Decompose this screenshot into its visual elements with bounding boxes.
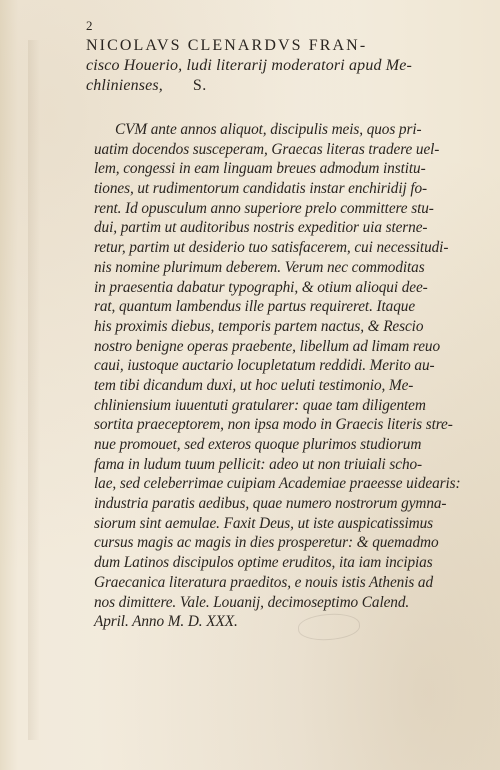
text-line: rat, quantum lambendus ille partus requireret. Itaque bbox=[94, 298, 416, 316]
text-line: nostro benigne operas praebente, libellum ad limam reuo bbox=[94, 337, 440, 355]
text-line: cursus magis ac magis in dies prosperetur: & quemadmo bbox=[94, 534, 439, 552]
letter-body bbox=[94, 120, 464, 632]
text-line: sortita praeceptorem, non ipsa modo in Graecis literis stre- bbox=[94, 416, 453, 434]
text-line: tiones, ut rudimentorum candidatis instar enchiridij fo- bbox=[94, 180, 428, 198]
text-line: chliniensium iuuentuti gratularer: quae tam diligentem bbox=[94, 396, 426, 414]
salutation-mark: S. bbox=[192, 77, 207, 94]
text-line: retur, partim ut desiderio tuo satisfacerem, cui necessitudi- bbox=[94, 239, 449, 257]
text-line: uatim docendos susceperam, Graecas literas tradere uel- bbox=[94, 140, 440, 158]
heading-line-2: cisco Houerio, ludi literarij moderatori apud Me- bbox=[86, 57, 412, 74]
text-line: fama in ludum tuum pellicit: adeo ut non triuiali scho- bbox=[94, 455, 423, 473]
text-line: nos dimittere. Vale. Louanij, decimoseptimo Calend. bbox=[94, 593, 410, 611]
text-line: caui, iustoque auctario locupletatum reddidi. Merito au- bbox=[94, 357, 435, 375]
text-line: lem, congessi in eam linguam breues admodum institu- bbox=[94, 160, 426, 178]
text-line: dum Latinos discipulos optime eruditos, ita iam incipias bbox=[94, 554, 433, 572]
text-line: nis nomine plurimum deberem. Verum nec commoditas bbox=[94, 258, 425, 276]
text-line: lae, sed celeberrimae cuipiam Academiae praeesse uidearis: bbox=[94, 475, 461, 493]
text-line: his proximis diebus, temporis partem nactus, & Rescio bbox=[94, 317, 424, 335]
text-line: industria paratis aedibus, quae numero nostrorum gymna- bbox=[94, 495, 447, 513]
heading-line-3-text: chlinienses, bbox=[86, 77, 163, 94]
gutter-shadow bbox=[28, 40, 40, 740]
text-line: Graecanica literatura praeditos, e nouis istis Athenis ad bbox=[94, 573, 434, 591]
text-line: nue promouet, sed exteros quoque plurimos studiorum bbox=[94, 436, 422, 453]
page-number: 2 bbox=[86, 18, 93, 33]
heading-line-3 bbox=[86, 76, 456, 96]
text-line: dui, partim ut auditoribus nostris expeditior uia sterne- bbox=[94, 219, 428, 237]
text-line: April. Anno M. D. XXX. bbox=[94, 613, 238, 631]
text-line: tem tibi dicandum duxi, ut hoc ueluti testimonio, Me- bbox=[94, 376, 414, 394]
text-line: CVM ante annos aliquot, discipulis meis, quos pri- bbox=[115, 121, 422, 138]
text-line: in praesentia dabatur typographi, & otium alioqui dee- bbox=[94, 278, 428, 296]
dedication-heading bbox=[86, 36, 456, 96]
text-line: siorum sint aemulae. Faxit Deus, ut iste auspicatissimus bbox=[94, 514, 433, 532]
text-line: rent. Id opusculum anno superiore prelo committere stu- bbox=[94, 199, 434, 217]
heading-line-1: NICOLAVS CLENARDVS FRAN- bbox=[86, 37, 368, 54]
